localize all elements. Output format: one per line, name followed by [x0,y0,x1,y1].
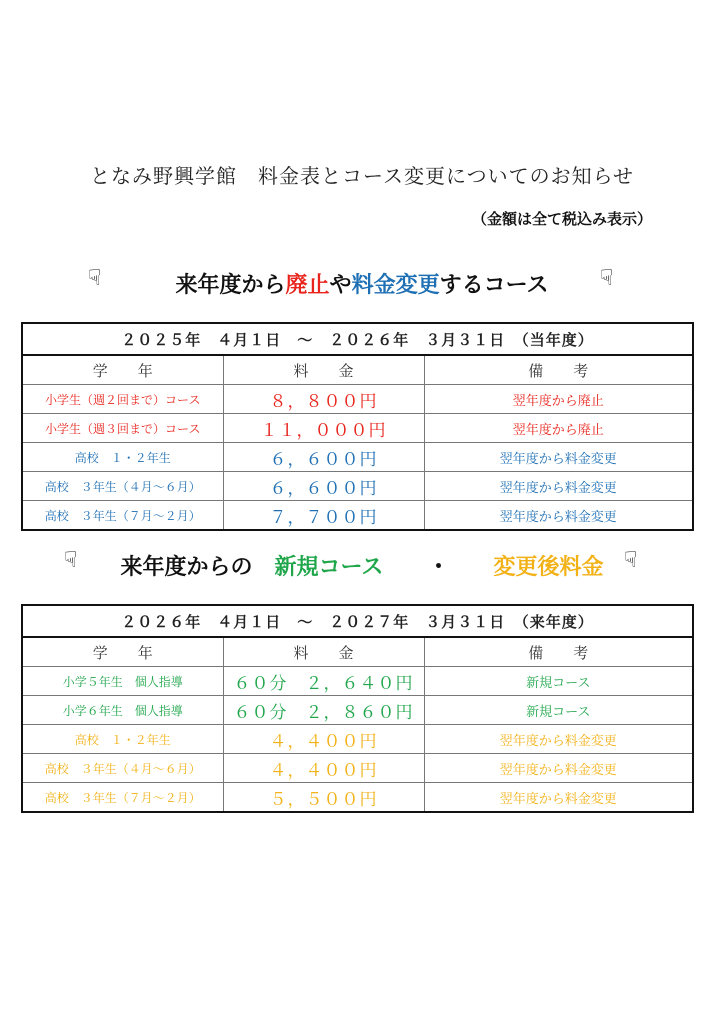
pointing-hand-icon: ☟ [624,548,638,573]
table-row [22,385,693,414]
note-cell: 新規コース [424,667,693,696]
price-cell: ８，８００円 [223,385,424,414]
course-cell: 小学生（週３回まで）コース [22,414,223,443]
section-heading-new-courses [0,550,724,581]
column-header-note: 備 考 [424,637,693,667]
page-title: となみ野興学館 料金表とコース変更についてのお知らせ [90,164,634,188]
column-header-grade: 学 年 [22,637,223,667]
note-cell: 翌年度から廃止 [424,414,693,443]
heading-text-changed: 変更後料金 [493,555,604,580]
note-cell: 翌年度から料金変更 [424,472,693,501]
tax-note: （金額は全て税込み表示） [471,210,652,228]
note-cell: 翌年度から廃止 [424,385,693,414]
column-header-fee: 料 金 [223,355,424,385]
column-header-grade: 学 年 [22,355,223,385]
column-header-fee: 料 金 [223,637,424,667]
table-row [22,725,693,754]
price-cell: ５，５００円 [223,783,424,813]
table-row [22,414,693,443]
course-cell: 高校 ３年生（４月～６月） [22,472,223,501]
pointing-hand-icon: ☟ [88,266,102,291]
table-row [22,783,693,813]
course-cell: 高校 ３年生（４月～６月） [22,754,223,783]
note-cell: 翌年度から料金変更 [424,443,693,472]
note-cell: 翌年度から料金変更 [424,501,693,531]
heading-text-change: 料金変更 [351,273,440,298]
fee-table-next-year [21,604,694,813]
course-cell: 高校 １・２年生 [22,443,223,472]
price-cell: ６，６００円 [223,443,424,472]
price-cell: ６，６００円 [223,472,424,501]
price-cell: １１，０００円 [223,414,424,443]
table-row [22,667,693,696]
course-cell: 高校 １・２年生 [22,725,223,754]
table-row [22,443,693,472]
heading-text-new: 新規コース [274,555,384,580]
section-heading-abolish-change [0,268,724,299]
note-cell: 翌年度から料金変更 [424,783,693,813]
price-cell: ７，７００円 [223,501,424,531]
course-cell: 高校 ３年生（７月～２月） [22,783,223,813]
course-cell: 小学生（週２回まで）コース [22,385,223,414]
course-cell: 高校 ３年生（７月～２月） [22,501,223,531]
heading-text-pre: 来年度からの [120,555,253,580]
note-cell: 翌年度から料金変更 [424,754,693,783]
price-cell: ６０分 ２，８６０円 [223,696,424,725]
heading-text-post: するコース [439,273,549,298]
heading-text-mid: や [329,273,352,298]
period-label: ２０２６年 ４月１日 ～ ２０２７年 ３月３１日 （来年度） [22,605,693,637]
note-cell: 新規コース [424,696,693,725]
heading-text-sep: ・ [427,555,450,580]
period-label: ２０２５年 ４月１日 ～ ２０２６年 ３月３１日 （当年度） [22,323,693,355]
table-row [22,501,693,531]
table-row [22,472,693,501]
price-cell: ４，４００円 [223,725,424,754]
column-header-note: 備 考 [424,355,693,385]
heading-text-abolish: 廃止 [285,273,330,298]
table-row [22,696,693,725]
course-cell: 小学５年生 個人指導 [22,667,223,696]
course-cell: 小学６年生 個人指導 [22,696,223,725]
price-cell: ６０分 ２，６４０円 [223,667,424,696]
heading-text-pre: 来年度から [175,273,286,298]
fee-table-current-year [21,322,694,531]
note-cell: 翌年度から料金変更 [424,725,693,754]
pointing-hand-icon: ☟ [600,266,614,291]
price-cell: ４，４００円 [223,754,424,783]
pointing-hand-icon: ☟ [64,548,78,573]
table-row [22,754,693,783]
